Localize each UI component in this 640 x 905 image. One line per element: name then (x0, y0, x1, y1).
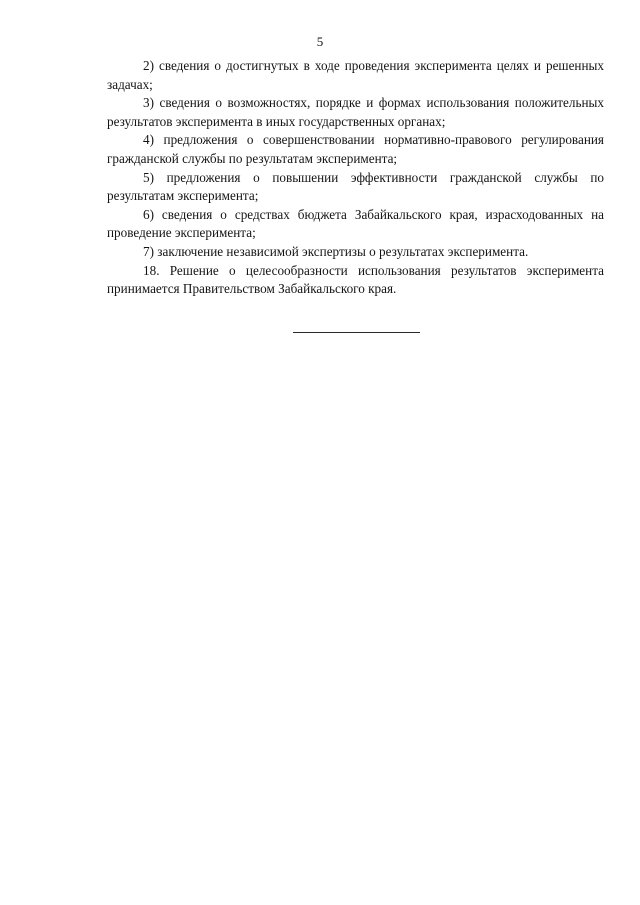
list-item-4: 4) предложения о совершенствовании нормативно-правового регулирования гражданской службы по результатам эксперимента; (107, 132, 604, 166)
list-item-7: 7) заключение независимой экспертизы о результатах эксперимента. (143, 243, 529, 259)
list-item-3: 3) сведения о возможностях, порядке и формах использования положительных результатов эксперимента в иных государственных органах; (107, 95, 604, 129)
end-separator-line (293, 332, 420, 333)
clause-18: 18. Решение о целесообразности использования результатов эксперимента принимается Правительством Забайкальского края. (107, 262, 604, 297)
document-body (107, 57, 604, 299)
page-number: 5 (316, 34, 324, 49)
list-item-6: 6) сведения о средствах бюджета Забайкальского края, израсходованных на проведение эксперимента; (107, 206, 604, 241)
list-item-5: 5) предложения о повышении эффективности гражданской службы по результатам эксперимента; (107, 169, 604, 204)
list-item-2: 2) сведения о достигнутых в ходе проведения эксперимента целях и решенных задачах; (107, 58, 604, 92)
